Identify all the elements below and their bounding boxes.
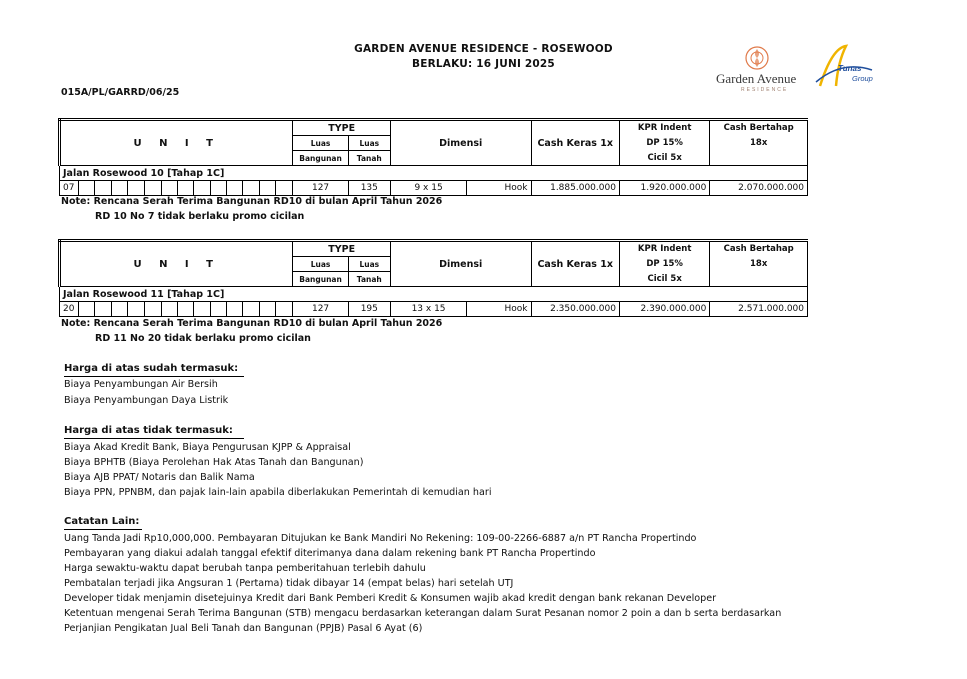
unit-number: 07	[60, 181, 79, 196]
document-title: GARDEN AVENUE RESIDENCE - ROSEWOOD	[354, 43, 613, 55]
list-item: Biaya Penyambungan Air Bersih	[64, 379, 218, 390]
luas-bangunan-header-1: Luas	[293, 257, 348, 272]
luas-tanah-header-1: Luas	[348, 136, 390, 151]
posisi: Hook	[467, 181, 531, 196]
notes-heading: Catatan Lain:	[64, 516, 140, 527]
list-item: Perjanjian Pengikatan Jual Beli Tanah dan Bangunan (PPJB) Pasal 6 Ayat (6)	[64, 623, 423, 634]
price-table-rd10	[58, 118, 808, 196]
list-item: Biaya AJB PPAT/ Notaris dan Balik Nama	[64, 472, 255, 483]
unit-header: U N I T	[60, 241, 293, 287]
luas-bangunan-header-1: Luas	[293, 136, 348, 151]
table-row	[60, 302, 808, 317]
kpr-price: 1.920.000.000	[619, 181, 709, 196]
bertahap-header-2: 18x	[710, 257, 808, 272]
excluded-heading: Harga di atas tidak termasuk:	[64, 425, 233, 436]
brand-name: Garden Avenue	[716, 71, 797, 86]
type-header: TYPE	[293, 120, 390, 136]
list-item: Biaya PPN, PPNBM, dan pajak lain-lain apabila diberlakukan Pemerintah di kemudian hari	[64, 487, 492, 498]
kpr-header-2: DP 15%	[619, 136, 709, 151]
bertahap-header-1: Cash Bertahap	[710, 241, 808, 257]
dimensi: 9 x 15	[390, 181, 466, 196]
kpr-header-2: DP 15%	[619, 257, 709, 272]
kpr-price: 2.390.000.000	[619, 302, 709, 317]
type-header: TYPE	[293, 241, 390, 257]
luas-tanah: 195	[348, 302, 390, 317]
cash-keras-price: 1.885.000.000	[531, 181, 619, 196]
list-item: Uang Tanda Jadi Rp10,000,000. Pembayaran Ditujukan ke Bank Mandiri No Rekening: 109-00-2266-6887 a/n PT Rancha Propertindo	[64, 533, 697, 544]
street-label: Jalan Rosewood 10 [Tahap 1C]	[60, 166, 808, 181]
table-note-promo: RD 10 No 7 tidak berlaku promo cicilan	[95, 211, 305, 222]
luas-bangunan: 127	[293, 181, 348, 196]
document-number: 015A/PL/GARRD/06/25	[61, 87, 180, 98]
table-row	[60, 181, 808, 196]
garden-avenue-logo-icon	[743, 44, 771, 72]
list-item: Pembatalan terjadi jika Angsuran 1 (Pertama) tidak dibayar 14 (empat belas) hari setelah UTJ	[64, 578, 514, 589]
cash-keras-header: Cash Keras 1x	[531, 241, 619, 287]
luas-tanah: 135	[348, 181, 390, 196]
dimensi: 13 x 15	[390, 302, 466, 317]
luas-tanah-header-1: Luas	[348, 257, 390, 272]
luas-bangunan: 127	[293, 302, 348, 317]
cash-keras-price: 2.350.000.000	[531, 302, 619, 317]
bangunan-header: Bangunan	[293, 272, 348, 287]
divider	[64, 376, 244, 377]
effective-date: BERLAKU: 16 JUNI 2025	[412, 58, 555, 70]
dimensi-header: Dimensi	[390, 120, 531, 166]
tanah-header: Tanah	[348, 272, 390, 287]
kpr-header-1: KPR Indent	[619, 120, 709, 136]
kpr-header-1: KPR Indent	[619, 241, 709, 257]
divider	[64, 438, 244, 439]
kpr-header-3: Cicil 5x	[619, 151, 709, 166]
kpr-header-3: Cicil 5x	[619, 272, 709, 287]
cash-keras-header: Cash Keras 1x	[531, 120, 619, 166]
bertahap-price: 2.070.000.000	[710, 181, 808, 196]
list-item: Developer tidak menjamin disetejuinya Kredit dari Bank Pemberi Kredit & Konsumen wajib akad kredit dengan bank rekanan Developer	[64, 593, 717, 604]
list-item: Harga sewaktu-waktu dapat berubah tanpa pemberitahuan terlebih dahulu	[64, 563, 426, 574]
brand-subtitle: RESIDENCE	[741, 87, 789, 93]
unit-number: 20	[60, 302, 79, 317]
bertahap-header-1: Cash Bertahap	[710, 120, 808, 136]
posisi: Hook	[467, 302, 531, 317]
unit-header: U N I T	[60, 120, 293, 166]
bangunan-header: Bangunan	[293, 151, 348, 166]
tanah-header: Tanah	[348, 151, 390, 166]
partner-subtitle: Group	[852, 74, 873, 83]
table-note: Note: Rencana Serah Terima Bangunan RD10 di bulan April Tahun 2026	[61, 196, 443, 207]
bertahap-header-2: 18x	[710, 136, 808, 151]
partner-name: Tunas	[838, 64, 862, 73]
price-table-rd11	[58, 239, 808, 317]
included-heading: Harga di atas sudah termasuk:	[64, 363, 239, 374]
divider	[64, 529, 142, 530]
table-note: Note: Rencana Serah Terima Bangunan RD10 di bulan April Tahun 2026	[61, 318, 443, 329]
table-note-promo: RD 11 No 20 tidak berlaku promo cicilan	[95, 333, 311, 344]
list-item: Biaya Penyambungan Daya Listrik	[64, 395, 229, 406]
dimensi-header: Dimensi	[390, 241, 531, 287]
list-item: Biaya Akad Kredit Bank, Biaya Pengurusan KJPP & Appraisal	[64, 442, 351, 453]
list-item: Biaya BPHTB (Biaya Perolehan Hak Atas Tanah dan Bangunan)	[64, 457, 364, 468]
list-item: Pembayaran yang diakui adalah tanggal efektif diterimanya dana dalam rekening bank PT Rancha Propertindo	[64, 548, 596, 559]
bertahap-price: 2.571.000.000	[710, 302, 808, 317]
street-label: Jalan Rosewood 11 [Tahap 1C]	[60, 287, 808, 302]
list-item: Ketentuan mengenai Serah Terima Bangunan (STB) mengacu berdasarkan keterangan dalam Surat Pesanan nomor 2 poin a dan b serta berdasarkan	[64, 608, 782, 619]
